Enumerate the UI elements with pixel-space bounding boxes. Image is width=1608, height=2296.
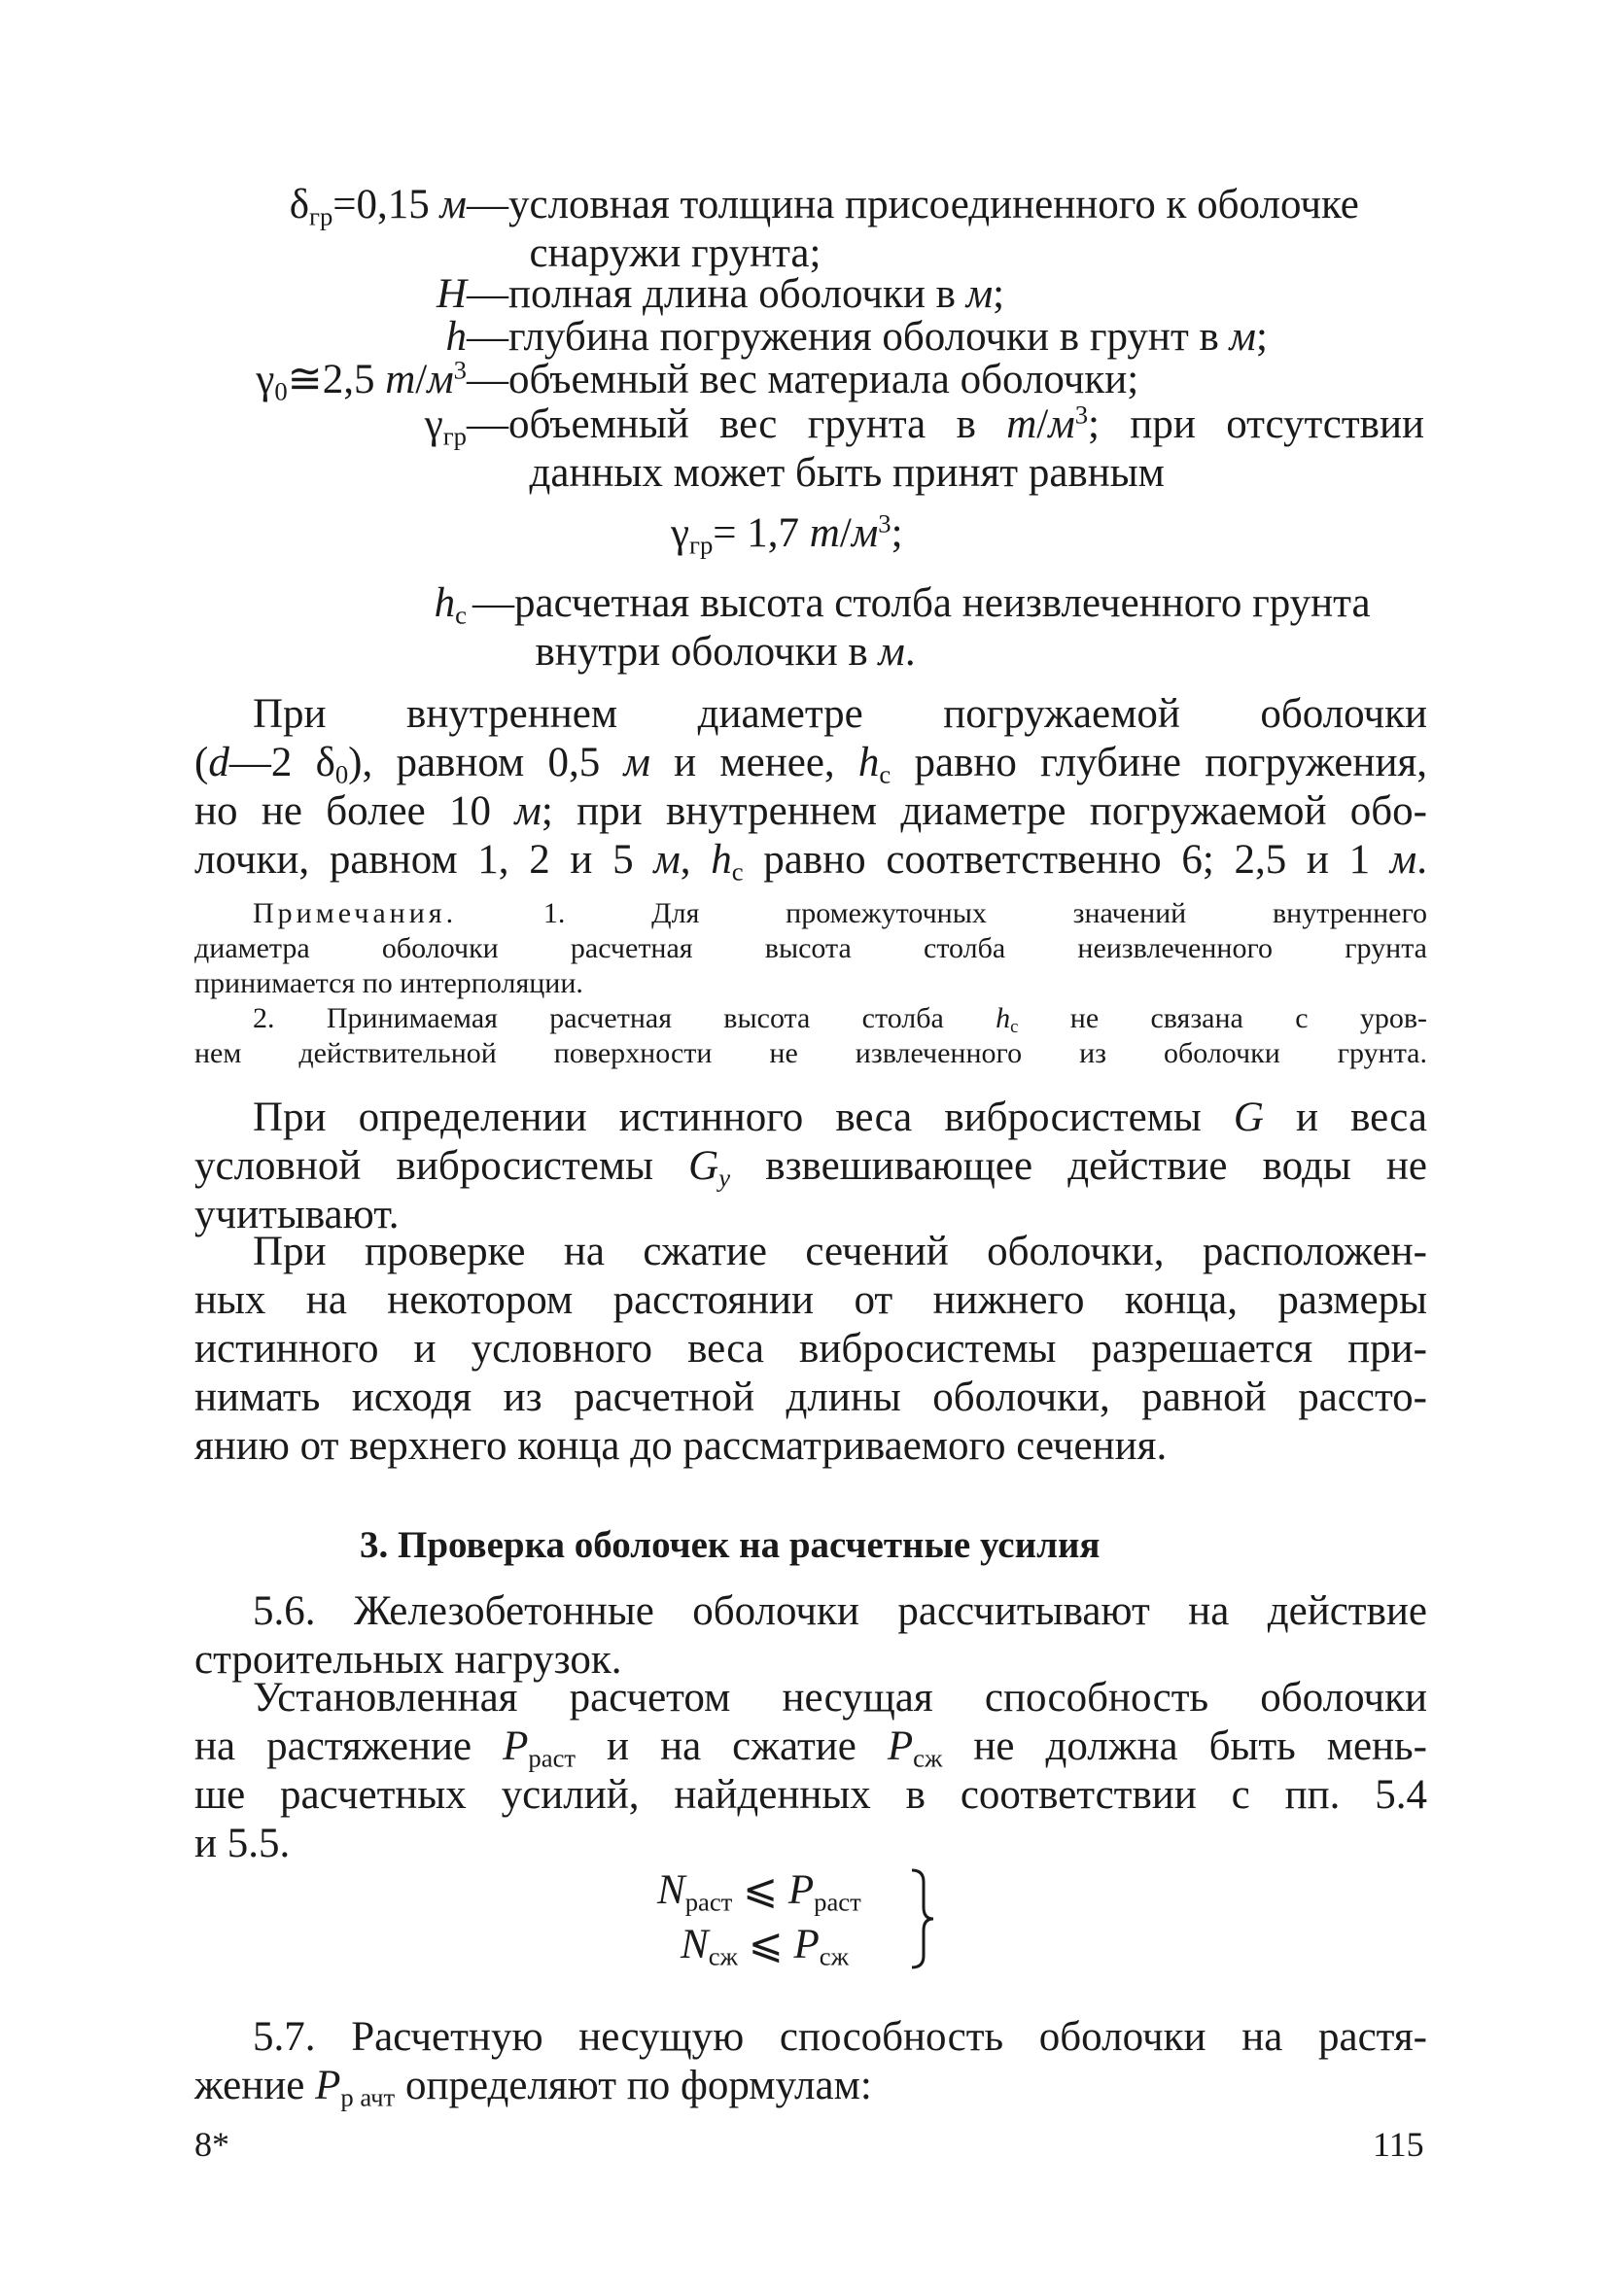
definition-text: —расчетная высота столба неизвлеченного грунта внутри оболочки в м. — [472, 580, 1371, 675]
paragraph-5-6: 5.6. Железобетонные оболочки рассчитывают на действие строительных нагрузок. — [194, 1588, 1427, 1683]
formula-compression: $N_{сж}$ ⩽ $P_{сж}$ — [681, 1922, 849, 1971]
paragraph-5-7: 5.7. Расчетную несущую способность оболочки на растя- жение $P_{р ачт}$ определяют по формулам: — [194, 2014, 1427, 2112]
definition-symbol: $\gamma_{гр}$ — [424, 401, 467, 451]
definition-text: —объемный вес грунта в $т/м^3$; при отсутствии данных может быть принят равным — [467, 400, 1424, 496]
definition-symbol: $h_c$ — [434, 580, 467, 630]
definition-symbol: H — [436, 271, 467, 317]
definition-text: —полная длина оболочки в м; — [467, 271, 1005, 317]
definition-text: —условная толщина присоединенного к оболочке снаружи грунта; — [467, 182, 1359, 276]
definition-text: —объемный вес материала оболочки; — [467, 357, 1139, 402]
definition-symbol: h — [445, 314, 467, 360]
paragraph-weight: При определении истинного веса вибросистемы G и веса условной вибросистемы $G_y$ взвешивающее действие воды не учитывают. — [194, 1095, 1427, 1237]
definition-symbol: $\delta_{гр}=0,15$ м — [289, 182, 467, 231]
signature-mark: 8* — [194, 2125, 229, 2164]
notes-block: Примечания. 1. Для промежуточных значений внутреннего диаметра оболочки расчетная высота столба неизвлеченного грунта принимается по интерполяции. 2. Принимаемая расчетная высота столба $h_c$ не связана с уров- нем действительной поверхности не извлеченного из оболочки грунта. — [194, 897, 1427, 1069]
definition-text: —глубина погружения оболочки в грунт в м; — [467, 314, 1268, 360]
page-number: 115 — [1373, 2125, 1424, 2164]
section-heading: 3. Проверка оболочек на расчетные усилия — [360, 1524, 1101, 1566]
paragraph-compression: При проверке на сжатие сечений оболочки, расположен- ных на некотором расстоянии от нижнего конца, размеры истинного и условного веса вибросистемы разрешается при- нимать исходя из расчетной длины оболочки, равной рассто- янию от верхнего конца до рассматриваемого сечения. — [194, 1229, 1427, 1469]
definition-symbol: $\gamma_0≅2,5$ $т/м^3$ — [256, 355, 467, 406]
paragraph-capacity: Установленная расчетом несущая способность оболочки на растяжение $P_{раст}$ и на сжатие $P_{сж}$ не должна быть мень- ше расчетных усилий, найденных в соответствии с пп. 5.4 и 5.5. — [194, 1675, 1427, 1866]
paragraph-diameter: При внутреннем диаметре погружаемой оболочки (d—2 $\delta_0$), равном 0,5 м и менее, $h_c$ равно глубине погружения, но не более 10 м; при внутреннем диаметре погружаемой обо- лочки, равном 1, 2 и 5 м, $h_c$ равно соответственно 6; 2,5 и 1 м. — [194, 691, 1427, 887]
right-brace — [906, 1868, 935, 1969]
formula-tension: $N_{раст}$ ⩽ $P_{раст}$ — [657, 1867, 861, 1917]
formula-soil-weight: $\gamma_{гр}= 1,7$ $т/м^3$; — [671, 508, 903, 560]
